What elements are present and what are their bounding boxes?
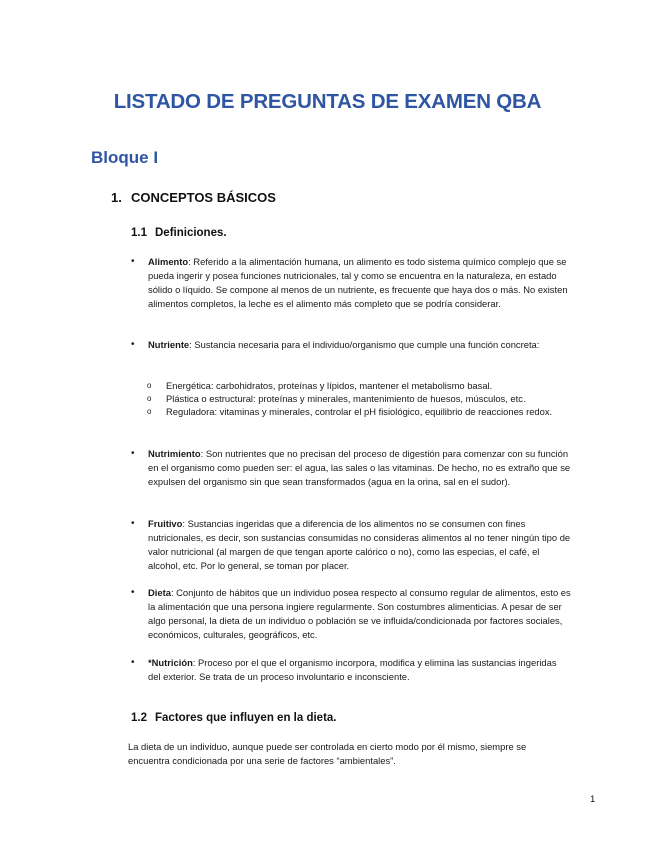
section-title: CONCEPTOS BÁSICOS: [131, 190, 276, 205]
definition-item-nutricion: [131, 656, 571, 684]
section-number: 1.: [111, 190, 122, 205]
definition-text: : Conjunto de hábitos que un individuo posea respecto al consumo regular de alimentos, esto es la alimentación que una persona ingiere regularmente. Son costumbres alimenticias. A pesar de ser algo personal, la dieta de un individuo o población se ve influida/condicionada por factores sociales, económicos, culturales, geográficos, etc.: [148, 587, 571, 640]
page-number: 1: [590, 794, 596, 805]
definition-text: : Son nutrientes que no precisan del proceso de digestión para comenzar con su función en el organismo como pueden ser: el agua, las sales o las vitaminas. De hecho, no es extraño que se expulsen del organismo sin que sean transformados (agua en la orina, sal en el sudor).: [148, 448, 571, 487]
bullet-marker: •: [131, 339, 135, 350]
list-item-text: Reguladora: vitaminas y minerales, controlar el pH fisiológico, equilibrio de reacciones redox.: [166, 406, 553, 418]
list-item: [147, 405, 571, 418]
nutrient-functions-list: [147, 379, 571, 419]
list-item: [147, 392, 571, 405]
bullet-marker: •: [131, 256, 135, 267]
definition-term: Nutrimiento: [148, 448, 201, 459]
subsection-heading-factors: [131, 712, 337, 724]
definition-term: *Nutrición: [148, 657, 193, 668]
subsection-title: Factores que influyen en la dieta.: [155, 712, 337, 724]
definition-item-nutriente: [131, 338, 571, 352]
bullet-marker: •: [131, 657, 135, 668]
definition-text: : Proceso por el que el organismo incorpora, modifica y elimina las sustancias ingeridas del exterior. Se trata de un proceso involuntario e inconsciente.: [148, 657, 557, 682]
list-item-text: Energética: carbohidratos, proteínas y lípidos, mantener el metabolismo basal.: [166, 380, 493, 391]
definition-term: Nutriente: [148, 339, 190, 350]
document-title: LISTADO DE PREGUNTAS DE EXAMEN QBA: [113, 90, 542, 113]
sub-bullet-marker: o: [147, 394, 152, 404]
definition-term: Alimento: [148, 256, 189, 267]
definition-item-alimento: [131, 255, 571, 311]
definition-term: Dieta: [148, 587, 171, 598]
definition-term: Fruitivo: [148, 518, 183, 529]
factors-paragraph: La dieta de un individuo, aunque puede ser controlada en cierto modo por él mismo, siempre se encuentra condicionada por una serie de factores “ambientales”.: [128, 741, 527, 766]
section-heading: [111, 190, 276, 205]
definition-text: : Sustancia necesaria para el individuo/organismo que cumple una función concreta:: [189, 339, 540, 350]
definition-item-fruitivo: [131, 517, 571, 573]
block-heading: Bloque I: [91, 148, 159, 167]
definition-text: : Referido a la alimentación humana, un alimento es todo sistema químico complejo que se pueda ingerir y posea funciones nutricionales, tal y como se encuentra en la naturaleza, en estado sólido o líquido. Se compone al menos de un nutriente, es frecuente que haya dos o más. No existen alimentos completos, la leche es el alimento más completo que se podría considerar.: [148, 256, 568, 309]
bullet-marker: •: [131, 518, 135, 529]
subsection-number: 1.2: [131, 712, 147, 724]
definition-item-dieta: [131, 586, 571, 642]
subsection-heading-definitions: [131, 227, 227, 239]
bullet-marker: •: [131, 448, 135, 459]
subsection-number: 1.1: [131, 227, 147, 239]
list-item: [147, 379, 571, 392]
definition-item-nutrimiento: [131, 447, 571, 489]
sub-bullet-marker: o: [147, 381, 152, 390]
sub-bullet-marker: o: [147, 407, 152, 417]
list-item-text: Plástica o estructural: proteínas y minerales, mantenimiento de huesos, músculos, etc.: [166, 393, 526, 405]
subsection-title: Definiciones.: [155, 227, 227, 239]
definition-text: : Sustancias ingeridas que a diferencia de los alimentos no se consumen con fines nutricionales, es decir, son sustancias consumidas no consideras alimentos al no tener ningún tipo de valor nutricional (al margen de que tengan aporte calórico o no), como las especias, el café, el alcohol, etc. Por lo general, se toman por placer.: [148, 518, 571, 571]
bullet-marker: •: [131, 587, 135, 598]
